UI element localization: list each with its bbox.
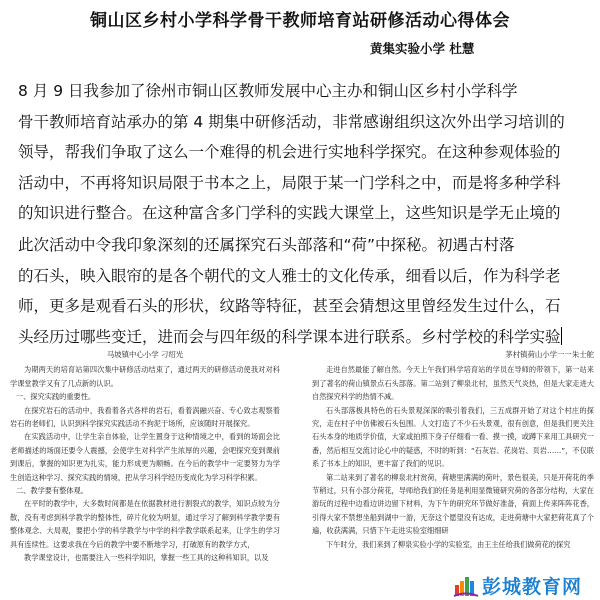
left-paragraph: 在探究岩石的活动中，我看着各式各样的岩石，看着涡融兴奋、专心致志观察着岩石的老师们，认识到科学探究实践活动不拘泥于场所，应该随时开展探究。: [10, 405, 280, 429]
left-paragraph: 教学课堂设计，也需要注入一些科学知识，掌握一些工具的这种科知识，以及: [24, 553, 269, 563]
paragraph-line: 的石头，映入眼帘的是各个朝代的文人雅士的文化传承，细看以后，作为科学老: [18, 266, 561, 285]
paragraph-line: 领导，帮我们争取了这么一个难得的机会进行实地科学探究。在这种参观体验的: [18, 143, 561, 161]
paragraph-line: 师，更多是观看石头的形状，纹路等特征，甚至会猜想这里曾经发生过什么，石: [18, 297, 561, 315]
left-heading: 二、教学要有整体观。: [16, 486, 88, 496]
site-logo-icon: [452, 571, 480, 599]
paragraph-2: [18, 230, 584, 352]
paragraph-line: 骨干教师培育站承办的第 4 期集中研修活动，非常感谢组织这次外出学习培训的: [18, 112, 565, 131]
watermark-text: 彭城教育网: [482, 575, 583, 598]
paragraph-line: 8 月 9 日我参加了徐州市铜山区教师发展中心主办和铜山区乡村小学科学: [18, 82, 518, 100]
left-essay-column: [10, 348, 280, 565]
paragraph-line: 头经历过哪些变迁，进而会与四年级的科学课本进行联系。乡村学校的科学实验: [18, 327, 561, 346]
document-title: 铜山区乡村小学科学骨干教师培育站研修活动心得体会: [90, 11, 510, 31]
text-cursor: [561, 327, 562, 345]
watermark: [452, 570, 600, 600]
right-column-author: 茅村镇荷山小学一一朱士舵: [505, 350, 594, 359]
paragraph-line: 此次活动中令我印象深刻的还属探究石头部落和“荷”中探秘。初遇古村落: [18, 236, 515, 254]
right-paragraph: 第二站来到了著名的柳泉北村赏荷，荷塘里满满的荷叶，景色很美，只是开荷花的季节稍过，只有小部分荷花，导师给我们的任务是利用显微镜研究荷的各部分结构，大家在游玩的过程中边看边讲边留下材料，为下午的研究环节做好准备，荷面上传来阵阵花香，引得大家不禁想坐船到湖中一游，无奈这个愿望没有达成，走进荷塘中大家把荷花真了个遍，收获满满，只惜下午走进实验室细细研: [312, 472, 594, 536]
paragraph-line: 的知识进行整合。在这种富含多门学科的实践大课堂上，这些知识是学无止境的: [18, 204, 561, 222]
right-paragraph: 下午时分，我们来到了柳泉实验小学的实验室，由王主任给我们做荷花的探究: [326, 539, 571, 549]
left-column-author: 马坡镇中心小学 刁绍光: [106, 350, 184, 359]
left-paragraph: 在实践活动中，让学生亲自体验，让学生置身于这种情境之中，看到的场面会比老师描述的场面还要令人震撼，会使学生对科学产生浓厚的兴趣，会吧探究变到课前到课后，掌握的知识更为扎实，能力形成更为顺畅。在今后的教学中一定要努力为学生创造这种学习、探究实践的情境，把从学习科学经历变成化为学习科学积累。: [10, 432, 280, 482]
left-heading: 一、探究实践的重要性。: [16, 392, 96, 402]
right-paragraph: 走进自然最能了解自然。今天上午我们科学培育站的学员在导师的带领下，第一站来到了著名的荷山镇景点石头部落。第二站到了柳泉北村，虽然天气炎热，但是大家走进大自然探究科学的热情不减。: [312, 365, 594, 402]
paragraph-1: [18, 76, 584, 229]
left-paragraph: 为期两天的培育站第四次集中研修活动结束了，通过两天的研修活动使我对对科学课堂教学又有了几点新的认识。: [10, 365, 280, 388]
author-line: 黄集实验小学 杜慧: [370, 41, 475, 56]
paragraph-line: 活动中，不再将知识局限于书本之上，局限于某一门学科之中，而是将多种学科: [18, 173, 561, 192]
right-essay-column: [312, 348, 594, 551]
left-paragraph: 在平时的教学中，大多数时间都是在依据教材进行割裂式的教学，知识点较为分散，没有考虑到科学教学的整体性，碎片化较为明显，通过学习了解到科学教学要有整体观念、大局观，要把小学的科学教学与中学的科学教学联系起来，让学生的学习具有连续性。这要求我在今后的教学中要不断地学习，打破原有的教学方式，: [10, 499, 280, 549]
right-paragraph: 石头部落极具特色的石头景观深深的吸引着我们，三五成群开始了对这个村庄的探究，走在村子中仿佛被石头包围。人文打造了不少石头景观，很有创意，但是我们更关注石头本身的地质学价值，大家或拍照下身子仔细看一看、摸一摸，或蹲下来用工具研究一番，然后相互交流讨论心中的疑惑，不时的听到：“石灰岩、花岗岩、页岩……”，不仅联系了书本上的知识，更丰富了我们的见识。: [312, 405, 594, 469]
